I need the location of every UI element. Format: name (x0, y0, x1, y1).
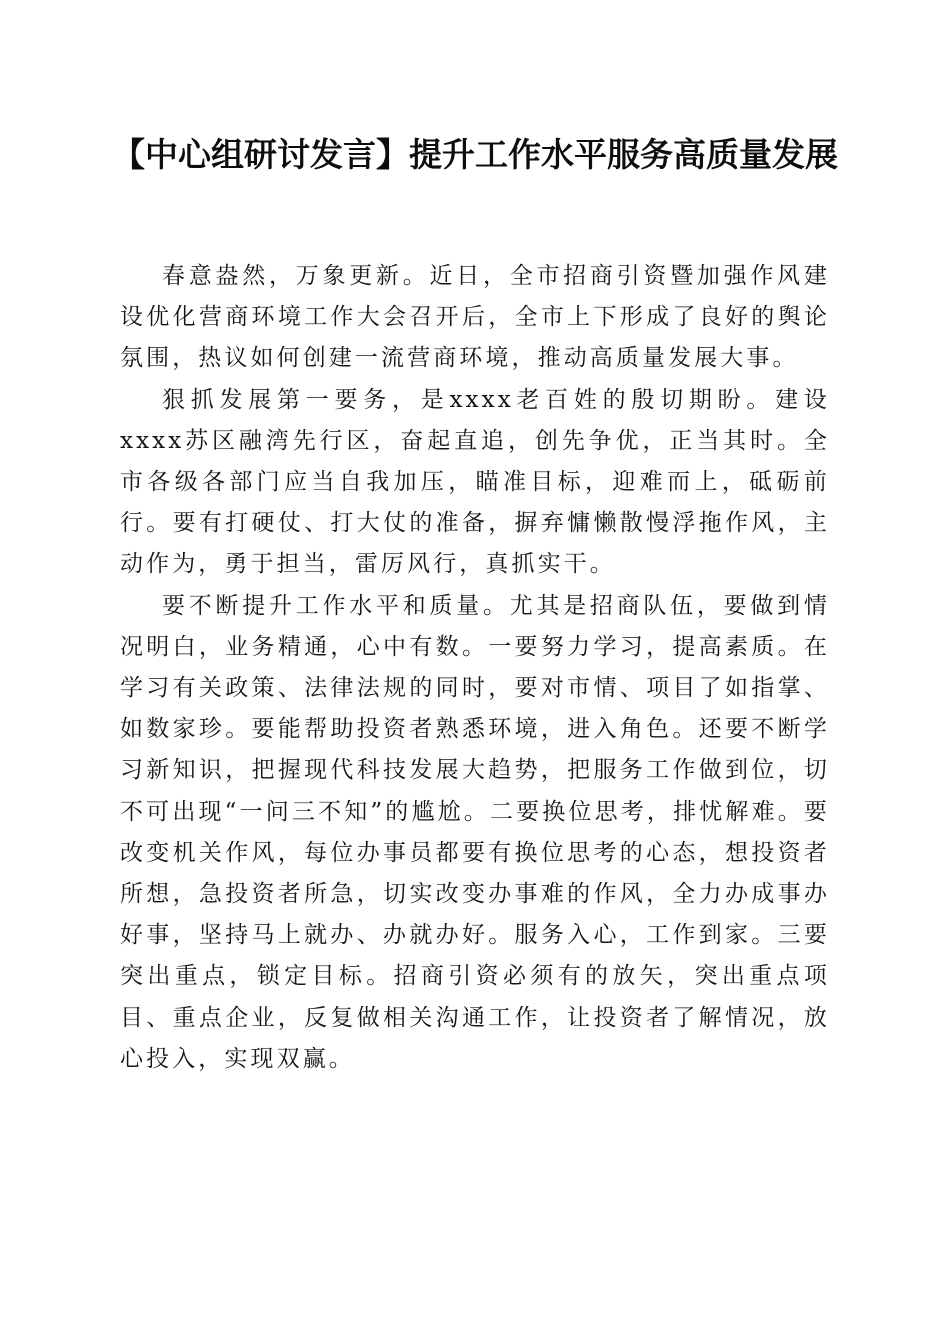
paragraph: 春意盎然，万象更新。近日，全市招商引资暨加强作风建设优化营商环境工作大会召开后，全市上下形成了良好的舆论氛围，热议如何创建一流营商环境，推动高质量发展大事。 (120, 263, 830, 372)
paragraph: 要不断提升工作水平和质量。尤其是招商队伍，要做到情况明白，业务精通，心中有数。一要努力学习，提高素质。在学习有关政策、法律法规的同时，要对市情、项目了如指掌、如数家珍。要能帮助投资者熟悉环境，进入角色。还要不断学习新知识，把握现代科技发展大趋势，把服务工作做到位，切不可出现“一问三不知”的尴尬。二要换位思考，排忧解难。要改变机关作风，每位办事员都要有换位思考的心态，想投资者所想，急投资者所急，切实改变办事难的作风，全力办成事办好事，坚持马上就办、办就办好。服务入心，工作到家。三要突出重点，锁定目标。招商引资必须有的放矢，突出重点项目、重点企业，反复做相关沟通工作，让投资者了解情况，放心投入，实现双赢。 (120, 592, 830, 1072)
document-title: 【中心组研讨发言】提升工作水平服务高质量发展 (112, 135, 838, 174)
paragraph: 狠抓发展第一要务，是xxxx老百姓的殷切期盼。建设xxxx苏区融湾先行区，奋起直追，创先争优，正当其时。全市各级各部门应当自我加压，瞄准目标，迎难而上，砥砺前行。要有打硬仗、打大仗的准备，摒弃慵懒散慢浮拖作风，主动作为，勇于担当，雷厉风行，真抓实干。 (120, 386, 830, 578)
document-body (120, 256, 830, 1080)
